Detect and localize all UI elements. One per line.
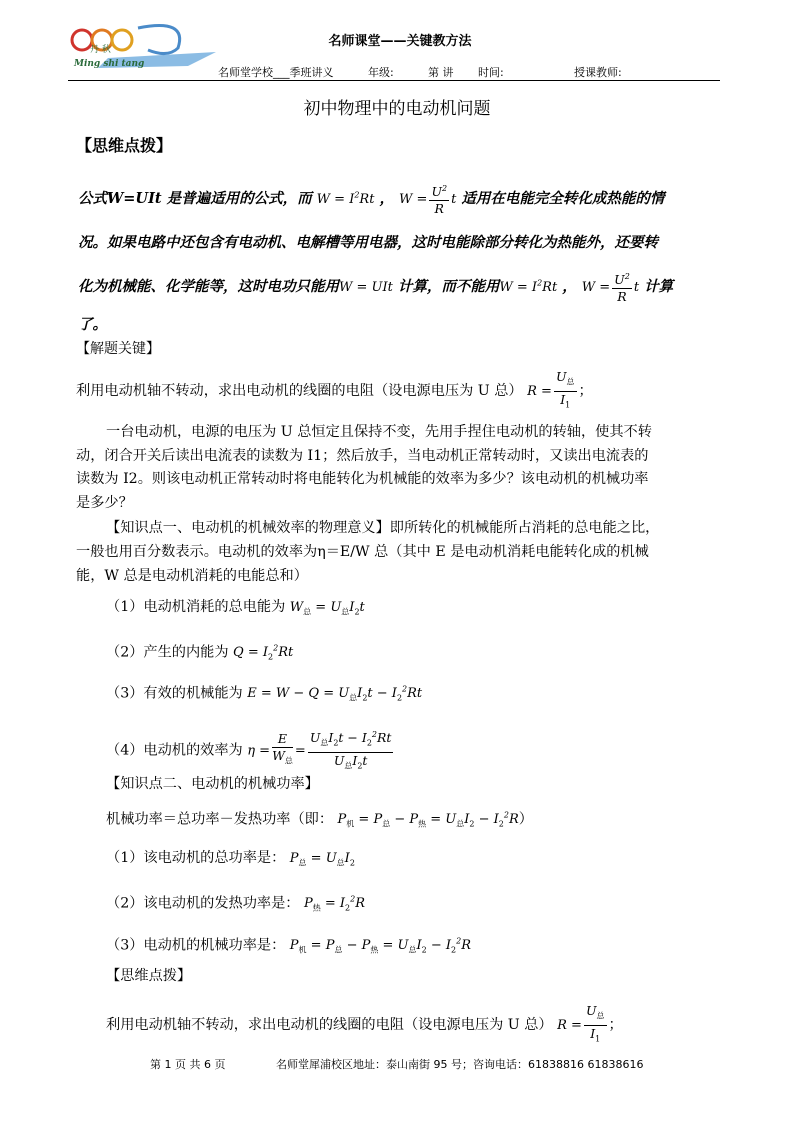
logo-graphic xyxy=(68,18,218,72)
logo-text: Ming shi tang xyxy=(74,59,145,69)
header-meta xyxy=(218,64,738,80)
header-divider xyxy=(68,80,720,81)
problem-line-4: 是多少？ xyxy=(76,495,133,511)
item-label: （3）有效的机械能为 xyxy=(106,685,243,702)
header-grade: 年级: xyxy=(368,66,394,79)
logo xyxy=(68,18,218,72)
header-school: 名师堂学校___季班讲义 xyxy=(218,66,334,79)
kp2-heading: 【知识点二、电动机的机械功率】 xyxy=(106,776,319,792)
kp1-item-4: （4）电动机的效率为 η = $\frac{E}{W_总}$ = $\frac{U_总I_2t - I_2^2Rt}{U_总I_2t}$ xyxy=(106,727,395,774)
document-title: 初中物理中的电动机问题 xyxy=(303,99,491,119)
section-heading-thinking-2: 【思维点拨】 xyxy=(106,968,192,984)
kp2-definition: 机械功率＝总功率－发热功率（即： $P_机 = P_总 - P_热 = U_总I_2 - I_2^2R$） xyxy=(106,811,533,829)
svg-text:丹 秋: 丹 秋 xyxy=(90,45,111,55)
page-number: 第 1 页 共 6 页 xyxy=(150,1058,226,1071)
kp1-line-2: 一般也用百分数表示。电动机的效率为η＝E/W 总（其中 E 是电动机消耗电能转化成的机械 xyxy=(76,544,649,560)
item-label: （3）电动机的机械功率是： xyxy=(106,937,286,954)
intro-text: 公式W=UIt 是普遍适用的公式，而 xyxy=(78,190,312,208)
final-text: 利用电动机轴不转动，求出电动机的线圈的电阻（设电源电压为 U 总） R = $\frac{U_总}{I_1}$ ； xyxy=(106,1003,623,1043)
item-label: （2）该电动机的发热功率是： xyxy=(106,895,300,912)
final-sentence: 利用电动机轴不转动，求出电动机的线圈的电阻（设电源电压为 U 总） xyxy=(106,1017,553,1033)
kp1-heading: 【知识点一、电动机的机械效率的物理意义】 xyxy=(106,520,390,536)
intro-text: 化为机械能、化学能等，这时电功只能用 xyxy=(78,278,339,296)
item-label: （1）电动机消耗的总电能为 xyxy=(106,599,286,615)
item-label: （4）电动机的效率为 xyxy=(106,742,243,759)
kp2-item-1: （1）该电动机的总功率是： $P_总 = U_总I_2$ xyxy=(106,850,355,868)
kp2-item-3: （3）电动机的机械功率是： $P_机 = P_总 - P_热 = U_总I_2 - I_2^2R$ xyxy=(106,937,471,955)
intro-line-4: 了。 xyxy=(78,316,107,333)
intro-line-1: 公式W=UIt 是普遍适用的公式，而 $W = I^2Rt$ ， W = $\frac{U^2}{R}$ t 适用在电能完全转化成热能的情 xyxy=(78,181,664,217)
intro-line-2: 况。如果电路中还包含有电动机、电解槽等用电器，这时电能除部分转化为热能外，还要转 xyxy=(78,234,658,251)
section-heading-thinking: 【思维点拨】 xyxy=(76,136,173,155)
kp1-line-3: 能，W 总是电动机消耗的电能总和） xyxy=(76,568,308,584)
kp2-item-2: （2）该电动机的发热功率是： $P_热 = I_2^2R$ xyxy=(106,895,366,913)
kp1-text: 即所转化的机械能所占消耗的总电能之比， xyxy=(389,520,660,536)
footer xyxy=(150,1056,710,1072)
item-label: （2）产生的内能为 xyxy=(106,644,229,661)
header-teacher: 授课教师: xyxy=(574,66,622,79)
header-time: 时间: xyxy=(478,66,504,79)
intro-text: 计算，而不能用 xyxy=(397,278,500,296)
intro-text: 适用在电能完全转化成热能的情 xyxy=(461,190,665,208)
kp1-item-1: （1）电动机消耗的总电能为 $W_总 = U_总I_2t$ xyxy=(106,599,365,617)
kp1-line-1 xyxy=(106,515,659,541)
problem-line-1: 一台电动机，电源的电压为 U 总恒定且保持不变，先用手捏住电动机的转轴，使其不转 xyxy=(106,424,652,440)
problem-line-3: 读数为 I2。则该电动机正常转动时将电能转化为机械能的效率为多少？该电动机的机械功率 xyxy=(76,471,649,487)
key-text: 利用电动机轴不转动，求出电动机的线圈的电阻（设电源电压为 U 总） R = $\frac{U_总}{I_1}$ ； xyxy=(76,369,593,409)
header-lecture: 第 讲 xyxy=(428,66,454,79)
kp1-item-2: （2）产生的内能为 $Q = I_2^2Rt$ xyxy=(106,644,294,662)
section-heading-key: 【解题关键】 xyxy=(76,341,160,357)
kp2-text: 机械功率＝总功率－发热功率（即： xyxy=(106,811,334,828)
header-title: 名师课堂——关键教方法 xyxy=(328,34,472,49)
intro-line-3: 化为机械能、化学能等，这时电功只能用W = UIt 计算，而不能用$W = I^2Rt$ ， W = $\frac{U^2}{R}$ t 计算 xyxy=(78,269,673,305)
intro-text: 计算 xyxy=(644,278,674,296)
footer-address: 名师堂犀浦校区地址：泰山南街 95 号；咨询电话：61838816 61838616 xyxy=(276,1058,644,1071)
key-sentence: 利用电动机轴不转动，求出电动机的线圈的电阻（设电源电压为 U 总） xyxy=(76,383,523,399)
kp1-item-3: （3）有效的机械能为 $E = W - Q = U_总I_2t - I_2^2Rt$ xyxy=(106,685,423,703)
problem-line-2: 动，闭合开关后读出电流表的读数为 I1；然后放手，当电动机正常转动时，又读出电流表的 xyxy=(76,448,649,464)
item-label: （1）该电动机的总功率是： xyxy=(106,850,286,866)
